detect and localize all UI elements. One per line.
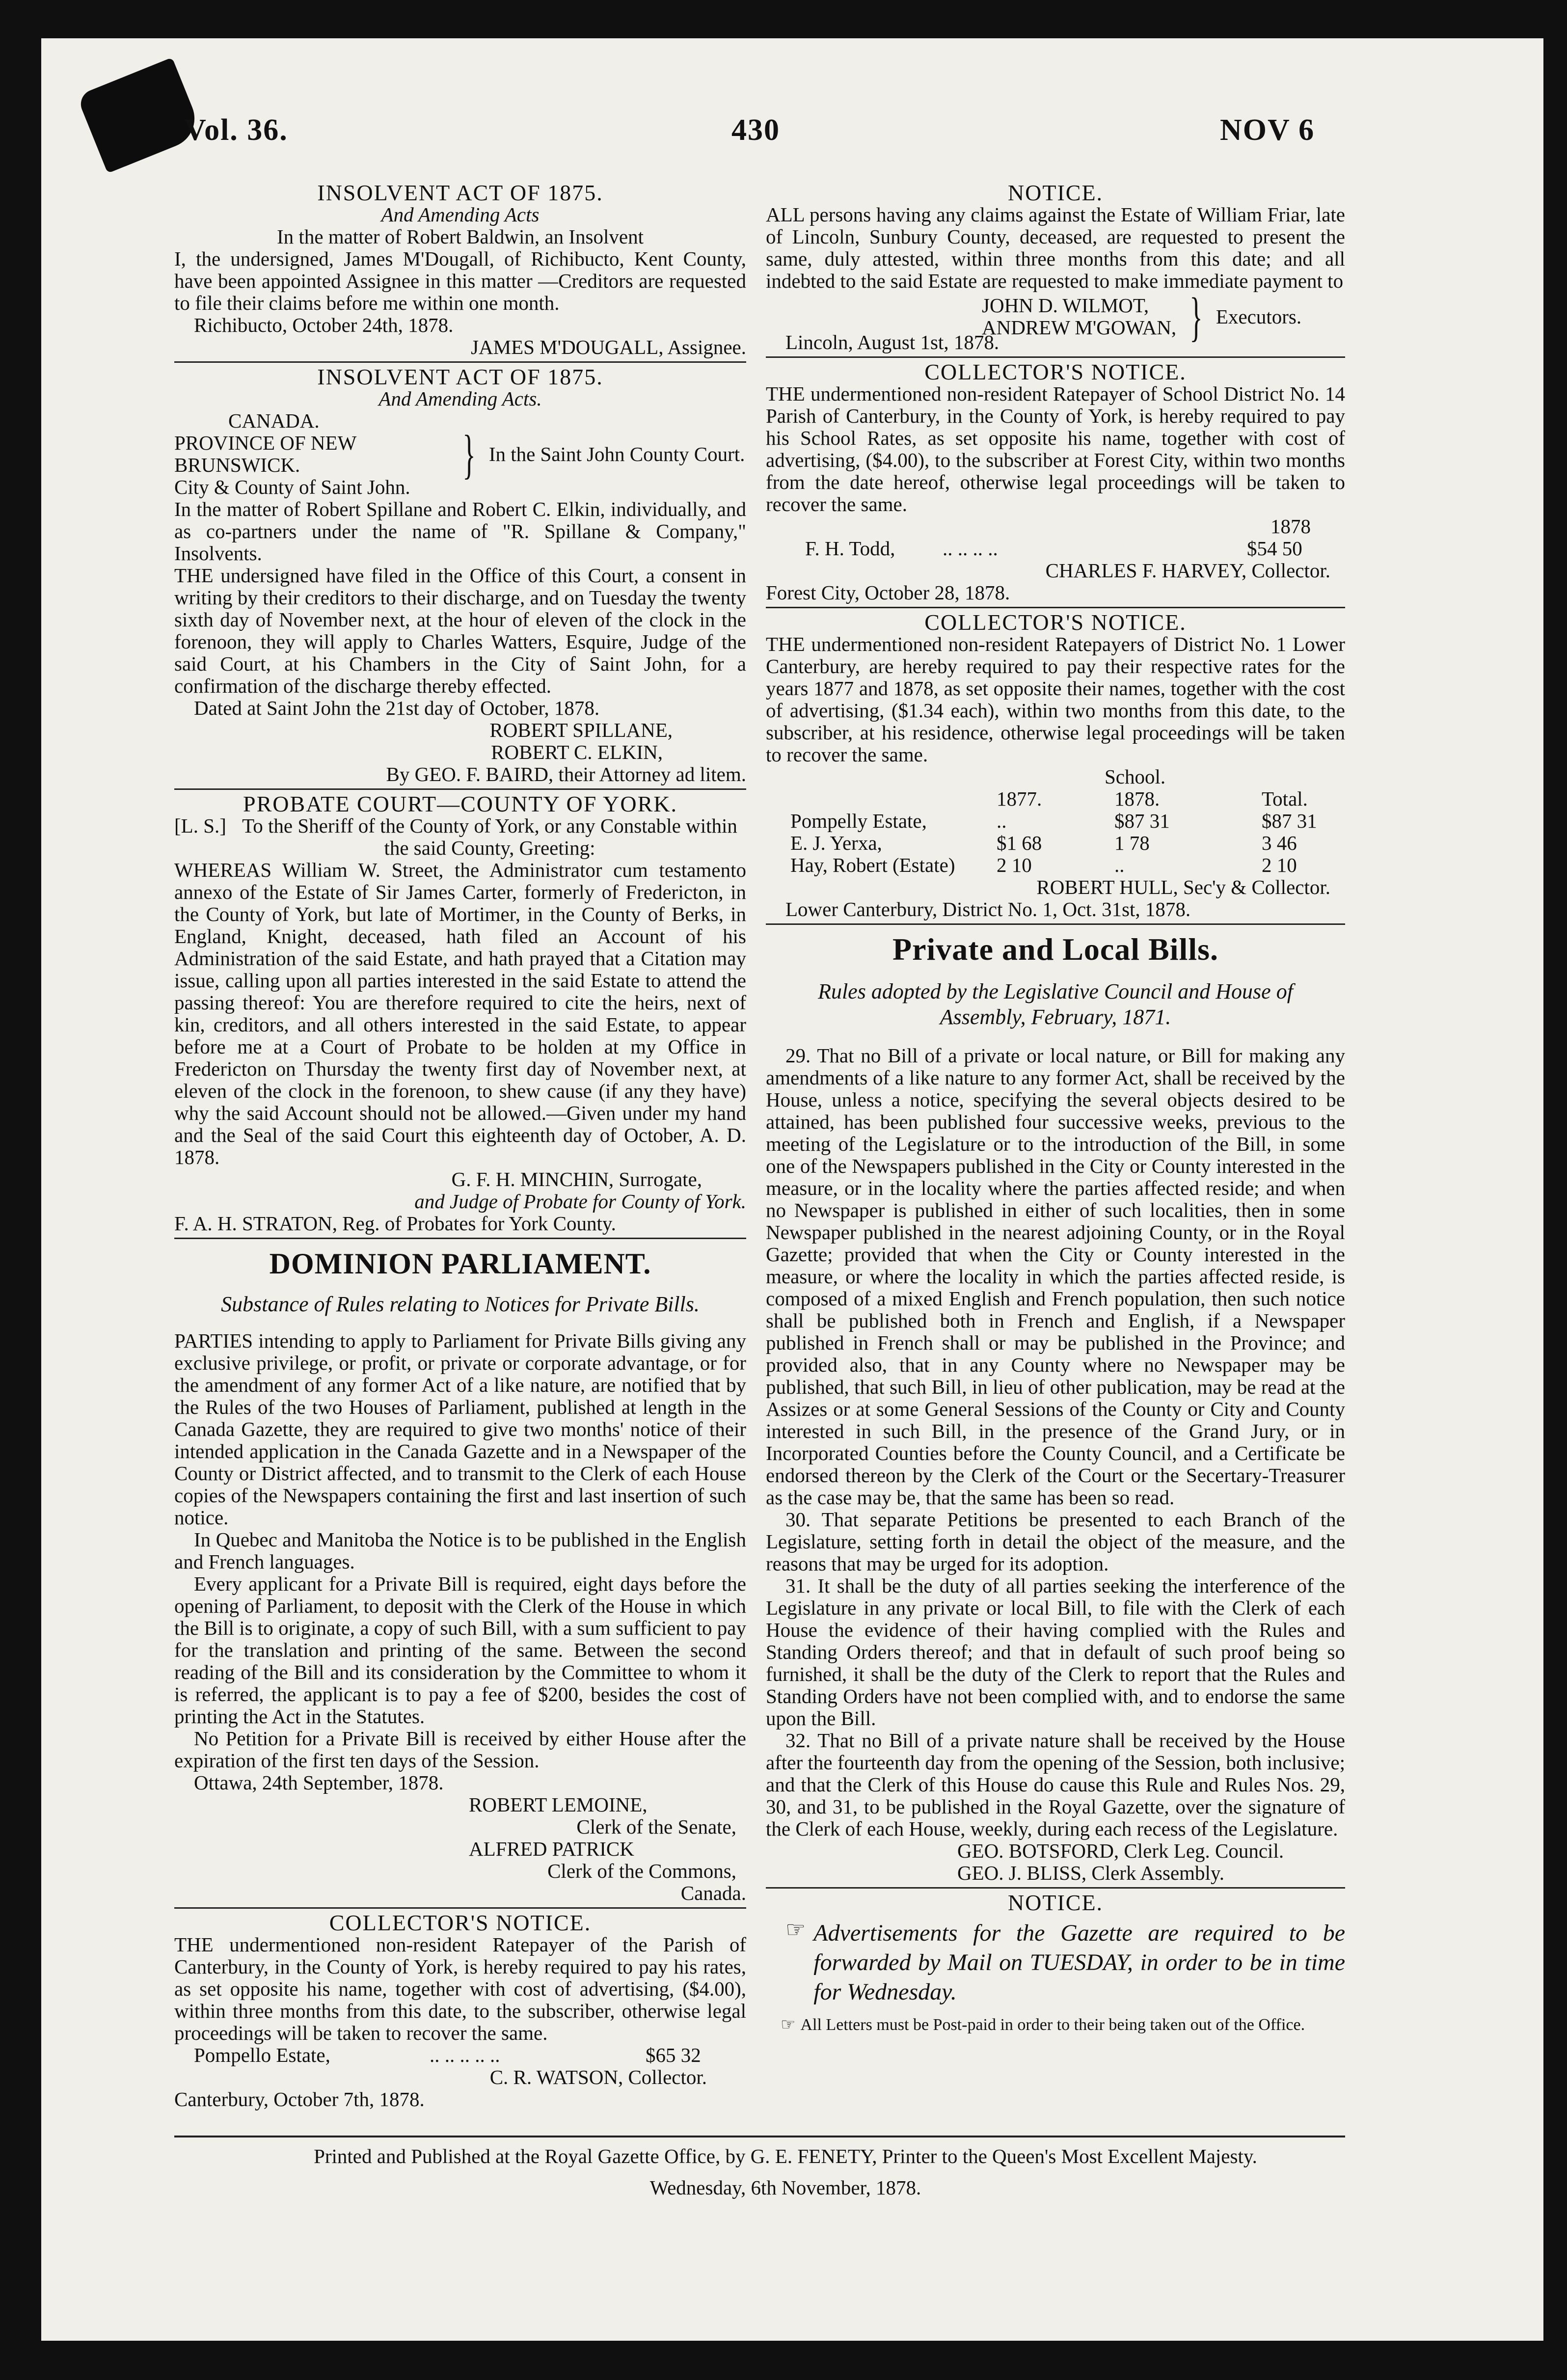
rate-dots: .. .. .. .. ..: [430, 2044, 500, 2066]
divider: [174, 788, 746, 790]
brace: }: [1189, 287, 1203, 347]
signature-2: GEO. J. BLISS, Clerk Assembly.: [957, 1862, 1225, 1884]
notice-body: I, the undersigned, James M'Dougall, of Richibucto, Kent County, have been appointed Assignee in this matter —Creditors are requested to file their claims before me within one month.: [174, 247, 746, 314]
venue-block: [174, 410, 746, 498]
issue-date: NOV 6: [1220, 113, 1315, 147]
table-cell: $87 31: [1262, 810, 1317, 832]
letters-text: All Letters must be Post-paid in order to their being taken out of the Office.: [800, 2016, 1305, 2034]
signature-2: and Judge of Probate for County of York.: [414, 1190, 746, 1213]
divider: [174, 361, 746, 363]
dominion-parliament-notice: [174, 1244, 746, 1904]
notice-title: INSOLVENT ACT OF 1875.: [317, 180, 603, 205]
signature-2: ROBERT C. ELKIN,: [491, 741, 663, 763]
rule-30: 30. That separate Petitions be presented to each Branch of the Legislature, setting forth in detail the object of the measure, and the reasons that may be urged for its adoption.: [766, 1508, 1345, 1575]
notice-signature: ROBERT HULL, Sec'y & Collector.: [1036, 876, 1330, 898]
notice-body: THE undermentioned non-resident Ratepayer of School District No. 14 Parish of Canterbury, in the County of York, is hereby required to pay his School Rates, as set opposite his name, together with cost of advertising, ($4.00), to the subscriber at Forest City, within two months from the date hereof, otherwise legal proceedings will be taken to recover the same.: [766, 382, 1345, 515]
notice-title: INSOLVENT ACT OF 1875.: [317, 364, 603, 389]
section-title: DOMINION PARLIAMENT.: [269, 1247, 651, 1280]
table-row: [785, 854, 1322, 876]
divider: [766, 356, 1345, 358]
rate-amount: $54 50: [1247, 537, 1302, 560]
signature-2: Clerk of the Senate,: [576, 1815, 736, 1838]
header-cell: [785, 788, 992, 810]
rate-year: 1878: [1270, 515, 1311, 538]
header-cell: Total.: [1262, 787, 1308, 810]
court-name: In the Saint John County Court.: [488, 442, 745, 465]
table-row: [785, 832, 1322, 854]
gazette-advert: [766, 1919, 1345, 2007]
rate-name: F. H. Todd,: [805, 537, 895, 560]
table-cell: $1 68: [997, 832, 1042, 854]
section-subtitle: Substance of Rules relating to Notices for Private Bills.: [221, 1292, 700, 1316]
notice-title: COLLECTOR'S NOTICE.: [329, 1910, 592, 1935]
printer-imprint: Printed and Published at the Royal Gazette Office, by G. E. FENETY, Printer to the Queen's Most Excellent Majesty.: [314, 2145, 1257, 2167]
table-cell: 3 46: [1262, 832, 1297, 854]
private-local-bills: [766, 930, 1345, 1884]
table-cell: 2 10: [997, 854, 1032, 876]
notice-dated: Forest City, October 28, 1878.: [766, 581, 1010, 604]
gazette-notice: [766, 1892, 1345, 2035]
signature-4: Clerk of the Commons,: [547, 1860, 736, 1882]
notice-matter: In the matter of Robert Baldwin, an Insolvent: [277, 225, 644, 248]
page-number: 430: [731, 113, 780, 147]
executor-2: ANDREW M'GOWAN,: [982, 316, 1177, 339]
collector-notice-forest-city: [766, 361, 1345, 604]
notice-subtitle: And Amending Acts.: [378, 387, 542, 410]
notice-signature: CHARLES F. HARVEY, Collector.: [1045, 559, 1330, 582]
divider: [766, 923, 1345, 925]
probate-notice: [174, 793, 746, 1235]
venue-city: City & County of Saint John.: [174, 476, 410, 498]
notice-dated: Lincoln, August 1st, 1878.: [785, 331, 1000, 353]
signature-1: ROBERT SPILLANE,: [489, 719, 673, 741]
table-cell: ..: [997, 810, 1007, 832]
page-footer: [147, 2140, 1424, 2203]
estate-notice-friar: [766, 182, 1345, 353]
brace: }: [462, 424, 476, 484]
notice-body: WHEREAS William W. Street, the Administrator cum testamento annexo of the Estate of Sir James Carter, formerly of Fredericton, in the County of York, but late of Mortimer, in the County of Berks, in England, Knight, deceased, hath filed an Account of his Administration of the said Estate, and hath prayed that a Citation may issue, calling upon all parties interested in the said Estate to attend the passing thereof: You are therefore required to cite the heirs, next of kin, creditors, and all others interested in the said Estate, to appear before me at a Court of Probate to be holden at my Office in Fredericton on Thursday the twenty first day of November next, at eleven of the clock in the forenoon, to shew cause (if any they have) why the said Account should not be allowed.—Given under my hand and the Seal of the said Court this eighteenth day of October, A. D. 1878.: [174, 859, 746, 1168]
rate-row: [766, 538, 1345, 560]
venue-province: PROVINCE OF NEW BRUNSWICK.: [174, 432, 356, 476]
collector-notice-lower-canterbury: [766, 611, 1345, 920]
school-label: School.: [1105, 765, 1166, 788]
table-cell: $87 31: [1114, 810, 1170, 832]
table-cell: Hay, Robert (Estate): [790, 854, 955, 876]
seal-mark: [L. S.]: [174, 814, 226, 837]
divider: [766, 607, 1345, 608]
paragraph-1: PARTIES intending to apply to Parliament for Private Bills giving any exclusive privilege, or profit, or private or corporate advantage, or for the amendment of any former Act of a like nature, are notified that by the Rules of the two Houses of Parliament, published at length in the Canada Gazette, they are required to give two months' notice of their intended application in the Canada Gazette and in a Newspaper of the County or District affected, and to transmit to the Clerk of each House copies of the Newspapers containing the first and last insertion of such notice.: [174, 1329, 746, 1529]
signature-3: F. A. H. STRATON, Reg. of Probates for York County.: [174, 1212, 616, 1235]
paragraph-2: In Quebec and Manitoba the Notice is to be published in the English and French languages.: [174, 1528, 746, 1573]
signature-5: Canada.: [680, 1882, 746, 1904]
rate-dots: .. .. .. ..: [943, 537, 998, 560]
letters-note: [766, 2015, 1345, 2035]
notice-body: THE undermentioned non-resident Ratepayers of District No. 1 Lower Canterbury, are hereby required to pay their respective rates for the years 1877 and 1878, as set opposite their names, together with the cost of advertising, ($1.34 each), within two months from this date, to the subscriber, at his residence, otherwise legal proceedings will be taken to recover the same.: [766, 633, 1345, 766]
table-cell: E. J. Yerxa,: [790, 832, 882, 854]
insolvent-notice-spillane: [174, 366, 746, 785]
right-column: [766, 182, 1345, 2035]
venue-canada: CANADA.: [228, 409, 320, 432]
executors-label: Executors.: [1216, 305, 1302, 328]
gazette-body: Advertisements for the Gazette are required to be forwarded by Mail on TUESDAY, in order to be in time for Wednesday.: [813, 1920, 1345, 2005]
header-cell: 1877.: [997, 787, 1042, 810]
notice-dated: Canterbury, October 7th, 1878.: [174, 2088, 425, 2110]
notice-title: PROBATE COURT—COUNTY OF YORK.: [243, 791, 677, 816]
rate-row: [174, 2044, 746, 2066]
signature-3: ALFRED PATRICK: [469, 1838, 634, 1860]
executor-1: JOHN D. WILMOT,: [982, 294, 1149, 317]
footer-rule: [174, 2136, 1345, 2137]
notice-dated: Richibucto, October 24th, 1878.: [194, 314, 454, 336]
notice-body: THE undermentioned non-resident Ratepayer of the Parish of Canterbury, in the County of York, is hereby required to pay his rates, as set opposite his name, together with cost of advertising, ($4.00), within three months from this date, to the subscriber, otherwise legal proceedings will be taken to recover the same.: [174, 1933, 746, 2044]
insolvent-notice-baldwin: [174, 182, 746, 358]
table-row: [785, 810, 1322, 832]
notice-title: COLLECTOR'S NOTICE.: [924, 359, 1187, 384]
table-cell: Pompelly Estate,: [790, 810, 927, 832]
rule-29: 29. That no Bill of a private or local nature, or Bill for making any amendments of a like nature to any former Act, shall be received by the House, unless a notice, specifying the several objects desired to be attained, has been published four successive weeks, previous to the meeting of the Legislature or to the introduction of the Bill, in some one of the Newspapers published in the City or County interested in the measure, or in the locality where the parties affected reside; and when no Newspaper is published in either of such localities, then in some Newspaper published in the nearest adjoining County, or in the Royal Gazette; provided that when the City or County interested in the measure, or where the locality in which the parties affected reside, is composed of a mixed English and French population, then such notice shall be published both in French and English, if a Newspaper published in French shall or may be published in the Province; and provided also, that in any County where no Newspaper may be published, that such Bill, in lieu of other publication, may be read at the Assizes or at some General Sessions of the County or City and County interested in such Bill, in the presence of the Grand Jury, or in Incorporated Counties before the County Council, and a Certificate be endorsed thereon by the Clerk of the Court or the Secertary-Treasurer as the case may be, that the same has been so read.: [766, 1044, 1345, 1509]
left-column: [174, 182, 746, 2110]
notice-dated: Dated at Saint John the 21st day of October, 1878.: [194, 697, 600, 719]
notice-title: NOTICE.: [1007, 1890, 1104, 1915]
pointing-hand-icon: ☞: [785, 1917, 806, 1942]
address-text: To the Sheriff of the County of York, or any Constable within the said County, Greeting:: [242, 814, 737, 859]
notice-body: THE undersigned have filed in the Office of this Court, a consent in writing by their creditors to their discharge, and on Tuesday the twenty sixth day of November next, at the hour of eleven of the clock in the forenoon, they will apply to Charles Watters, Esquire, Judge of the said Court, at his Chambers in the City of Saint John, for a confirmation of the discharge thereby effected.: [174, 564, 746, 697]
paragraph-3: Every applicant for a Private Bill is required, eight days before the opening of Parliament, to deposit with the Clerk of the House in which the Bill is to originate, a copy of such Bill, with a sum sufficient to pay for the translation and printing of the same. Between the second reading of the Bill and its consideration by the Committee to whom it is referred, the applicant is to pay a fee of $200, besides the cost of printing the Act in the Statutes.: [174, 1572, 746, 1728]
header-cell: 1878.: [1114, 787, 1160, 810]
rates-table: [785, 788, 1322, 876]
notice-dated: Lower Canterbury, District No. 1, Oct. 31st, 1878.: [785, 898, 1191, 920]
table-cell: ..: [1114, 854, 1125, 876]
collector-notice-canterbury: [174, 1912, 746, 2110]
divider: [766, 1887, 1345, 1889]
rule-32: 32. That no Bill of a private nature shall be received by the House after the fourteenth day from the opening of the Session, both inclusive; and that the Clerk of this House do cause this Rule and Rules Nos. 29, 30, and 31, to be published in the Royal Gazette, over the signature of the Clerk of each House, weekly, during each recess of the Legislature.: [766, 1729, 1345, 1840]
volume-number: Vol. 36.: [184, 113, 288, 147]
table-header: [785, 788, 1322, 810]
notice-title: NOTICE.: [1007, 180, 1104, 205]
signature-3: By GEO. F. BAIRD, their Attorney ad litem.: [386, 763, 746, 785]
divider: [174, 1238, 746, 1239]
table-cell: 2 10: [1262, 854, 1297, 876]
divider: [174, 1907, 746, 1909]
rate-name: Pompello Estate,: [194, 2044, 330, 2066]
signature-1: G. F. H. MINCHIN, Surrogate,: [451, 1168, 702, 1190]
footer-date: Wednesday, 6th November, 1878.: [649, 2176, 921, 2199]
rule-31: 31. It shall be the duty of all parties seeking the interference of the Legislature in any private or local Bill, to file with the Clerk of each House the evidence of their having complied with the Rules and Standing Orders thereof; and that in default of such proof being so furnished, it shall be the duty of the Clerk to report that the Rules and Standing Orders have not been complied with, and to endorse the same upon the Bill.: [766, 1574, 1345, 1730]
notice-subtitle: And Amending Acts: [381, 203, 540, 226]
notice-body: ALL persons having any claims against the Estate of William Friar, late of Lincoln, Sunbury County, deceased, are requested to present the same, duly attested, within three months from this date; and all indebted to the said Estate are requested to make immediate payment to: [766, 203, 1345, 292]
signature-1: GEO. BOTSFORD, Clerk Leg. Council.: [957, 1839, 1284, 1862]
probate-address: [174, 815, 746, 859]
notice-dated: Ottawa, 24th September, 1878.: [194, 1771, 444, 1794]
notice-signature: C. R. WATSON, Collector.: [489, 2066, 707, 2088]
rate-amount: $65 32: [646, 2044, 701, 2066]
pointing-hand-icon: ☞: [781, 2016, 796, 2034]
signature-1: ROBERT LEMOINE,: [469, 1793, 648, 1816]
notice-title: COLLECTOR'S NOTICE.: [924, 610, 1187, 635]
notice-signature: JAMES M'DOUGALL, Assignee.: [471, 336, 746, 358]
table-cell: 1 78: [1114, 832, 1150, 854]
paragraph-4: No Petition for a Private Bill is received by either House after the expiration of the first ten days of the Session.: [174, 1727, 746, 1772]
notice-matter: In the matter of Robert Spillane and Robert C. Elkin, individually, and as co-partners under the name of "R. Spillane & Company," Insolvents.: [174, 498, 746, 565]
section-subtitle: Rules adopted by the Legislative Council and House of Assembly, February, 1871.: [818, 979, 1293, 1029]
section-title: Private and Local Bills.: [892, 932, 1218, 967]
